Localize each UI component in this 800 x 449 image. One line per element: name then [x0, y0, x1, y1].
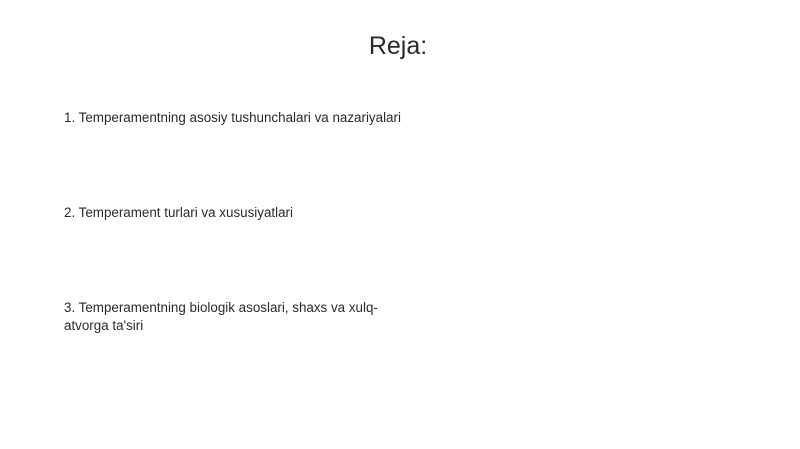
plan-item-1: 1. Temperamentning asosiy tushunchalari va nazariyalari — [64, 110, 401, 125]
plan-item-3: 3. Temperamentning biologik asoslari, shaxs va xulq-atvorga ta'siri — [64, 300, 378, 333]
slide-title: Reja: — [368, 32, 428, 60]
plan-item-2: 2. Temperament turlari va xususiyatlari — [64, 205, 293, 220]
